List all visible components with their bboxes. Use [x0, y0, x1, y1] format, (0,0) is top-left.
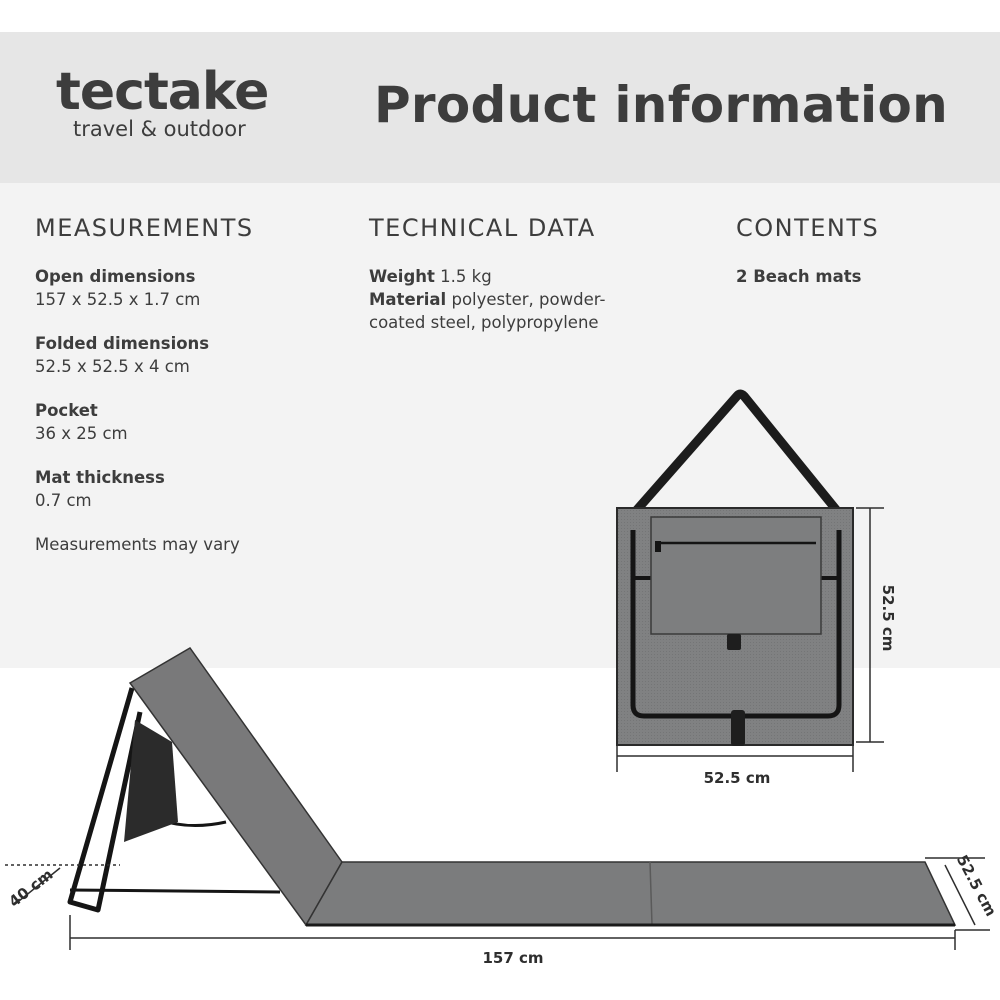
- contents-item: 2 Beach mats: [736, 267, 862, 286]
- weight-value: 1.5 kg: [440, 267, 492, 286]
- material-value-line1: polyester, powder-: [451, 290, 606, 309]
- mat-width-label: 52.5 cm: [952, 851, 1000, 920]
- spec-label: Mat thickness: [35, 468, 165, 487]
- folded-pocket: [651, 517, 821, 634]
- material-value-line2: coated steel, polypropylene: [369, 313, 599, 332]
- mat-lying-panel: [306, 862, 955, 925]
- spec-label: Open dimensions: [35, 267, 196, 286]
- spec-value: 36 x 25 cm: [35, 424, 128, 443]
- weight-label: Weight: [369, 267, 435, 286]
- measurements-note: Measurements may vary: [35, 535, 240, 554]
- spec-value: 157 x 52.5 x 1.7 cm: [35, 290, 201, 309]
- frame-buckle: [731, 710, 745, 746]
- folded-mat-image: [617, 394, 884, 772]
- brand-logo-tagline: travel & outdoor: [73, 117, 246, 141]
- material-label: Material: [369, 290, 447, 309]
- mat-length-label: 157 cm: [482, 949, 544, 967]
- spec-label: Pocket: [35, 401, 98, 420]
- pocket-buckle: [727, 634, 741, 650]
- spec-value: 52.5 x 52.5 x 4 cm: [35, 357, 190, 376]
- folded-width-label: 52.5 cm: [703, 769, 771, 787]
- technical-data-heading: TECHNICAL DATA: [369, 214, 596, 242]
- backrest-height-label: 40 cm: [5, 865, 57, 911]
- brand-logo-name: tectake: [56, 62, 269, 122]
- carry-strap: [635, 394, 838, 512]
- folded-height-label: 52.5 cm: [879, 584, 897, 652]
- spec-value: 0.7 cm: [35, 491, 92, 510]
- page-title: Product information: [373, 76, 948, 134]
- measurements-heading: MEASUREMENTS: [35, 214, 254, 242]
- contents-heading: CONTENTS: [736, 214, 880, 242]
- spec-label: Folded dimensions: [35, 334, 210, 353]
